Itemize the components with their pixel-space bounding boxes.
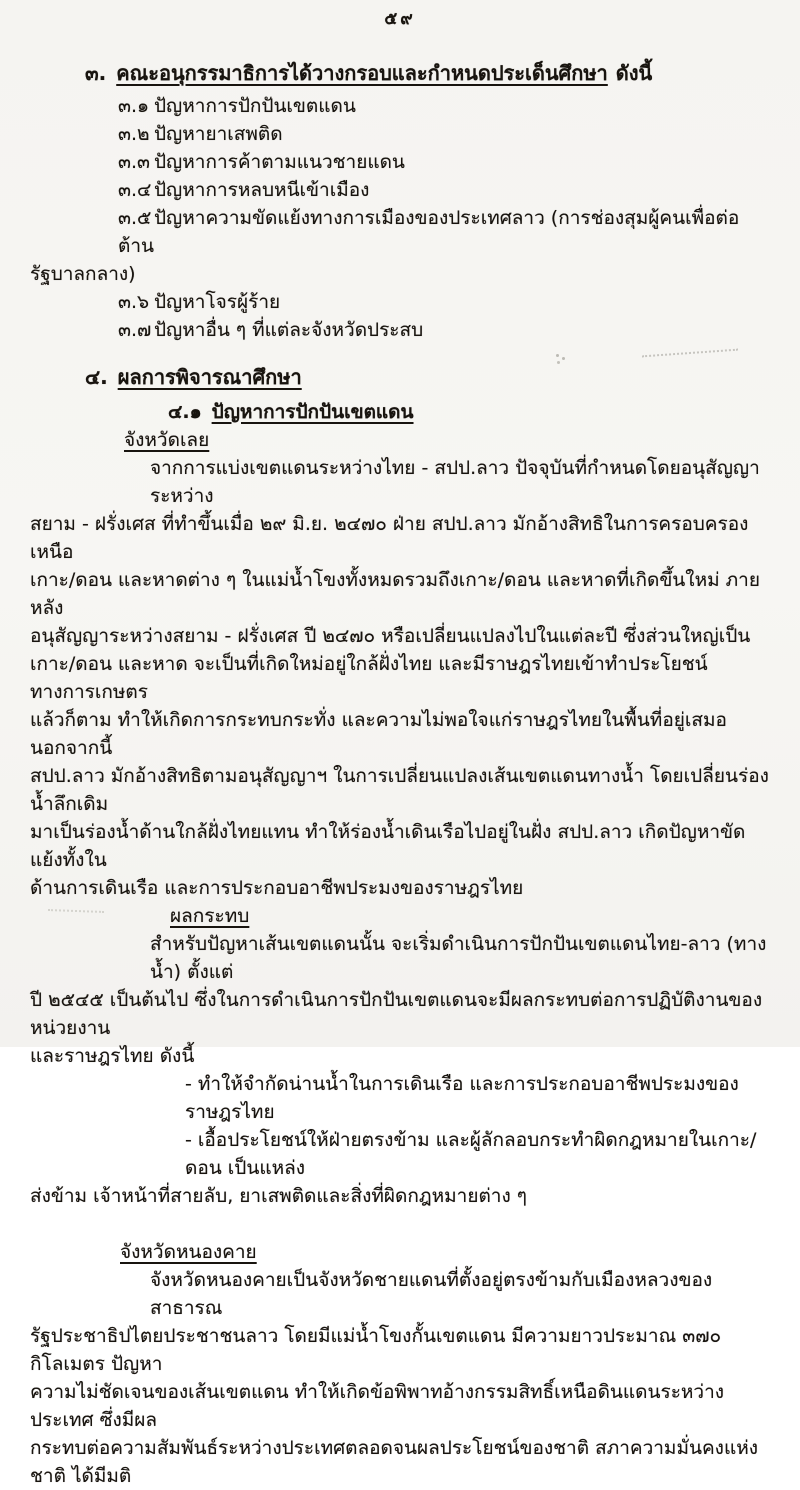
list-item-text: ปัญหาการหลบหนีเข้าเมือง <box>154 179 370 201</box>
list-item-text: ปัญหาการค้าตามแนวชายแดน <box>154 151 405 173</box>
impact-title: ผลกระทบ <box>170 905 250 927</box>
impact-bullet-list <box>30 1070 770 1210</box>
list-item-text: ปัญหาโจรผู้ร้าย <box>154 291 281 313</box>
list-item-wrap-line: รัฐบาลกลาง) <box>30 263 136 285</box>
paragraph-line: สปป.ลาว มักอ้างสิทธิตามอนุสัญญาฯ ในการเปลี่ยนแปลงเส้นเขตแดนทางน้ำ โดยเปลี่ยนร่องน้ำลึกเดิม <box>30 765 769 815</box>
list-item <box>30 120 770 148</box>
list-item <box>30 204 770 260</box>
list-item-number: ๓.๗ <box>118 319 152 341</box>
list-item-number: ๓.๖ <box>118 291 150 313</box>
section-3-number: ๓. <box>85 61 107 85</box>
section-4-heading <box>30 362 770 392</box>
paragraph-line: เกาะ/ดอน และหาด จะเป็นที่เกิดใหม่อยู่ใกล้ฝั่งไทย และมีราษฎรไทยเข้าทำประโยชน์ทางการเกษตร <box>30 653 708 703</box>
paragraph-line: อนุสัญญาระหว่างสยาม - ฝรั่งเศส ปี ๒๔๗๐ หรือเปลี่ยนแปลงไปในแต่ละปี ซึ่งส่วนใหญ่เป็น <box>30 625 751 647</box>
list-item-text: ปัญหาการปักปันเขตแดน <box>154 95 356 117</box>
section-4-1-number: ๔.๑ <box>168 401 202 423</box>
section-3-list <box>30 92 770 344</box>
paragraph-line: กระทบต่อความสัมพันธ์ระหว่างประเทศตลอดจนผลประโยชน์ของชาติ สภาความมั่นคงแห่งชาติ ได้มีมติ <box>30 1437 759 1487</box>
bullet-wrap-line: ส่งข้าม เจ้าหน้าที่สายลับ, ยาเสพติดและสิ่งที่ผิดกฎหมายต่าง ๆ <box>30 1185 527 1207</box>
province-nongkhai-title: จังหวัดหนองคาย <box>120 1241 257 1263</box>
list-item <box>30 316 770 344</box>
paragraph-line: จากการแบ่งเขตแดนระหว่างไทย - สปป.ลาว ปัจจุบันที่กำหนดโดยอนุสัญญาระหว่าง <box>150 457 760 507</box>
paragraph-line: สยาม - ฝรั่งเศส ที่ทำขึ้นเมื่อ ๒๙ มิ.ย. ๒๔๗๐ ฝ่าย สปป.ลาว มักอ้างสิทธิในการครอบครองเหนือ <box>30 513 749 563</box>
page-number: ๕๙ <box>384 9 416 29</box>
nongkhai-paragraph <box>30 1266 770 1490</box>
paragraph-line: แล้วก็ตาม ทำให้เกิดการกระทบกระทั่ง และความไม่พอใจแก่ราษฎรไทยในพื้นที่อยู่เสมอ นอกจากนี้ <box>30 709 727 759</box>
list-item <box>30 148 770 176</box>
section-3-heading <box>30 58 770 88</box>
list-item <box>30 92 770 120</box>
list-item-number: ๓.๓ <box>118 151 151 173</box>
province-nongkhai-heading <box>30 1238 770 1266</box>
paragraph-line: มาเป็นร่องน้ำด้านใกล้ฝั่งไทยแทน ทำให้ร่องน้ำเดินเรือไปอยู่ในฝั่ง สปป.ลาว เกิดปัญหาขัดแย้งทั้งใน <box>30 821 746 871</box>
paragraph-line: ความไม่ชัดเจนของเส้นเขตแดน ทำให้เกิดข้อพิพาทอ้างกรรมสิทธิ์เหนือดินแดนระหว่างประเทศ ซึ่งมีผล <box>30 1381 725 1431</box>
section-4-1-heading <box>30 398 770 426</box>
list-item-number: ๓.๕ <box>118 207 152 229</box>
impact-heading <box>30 902 770 930</box>
loei-paragraph <box>30 454 770 902</box>
paragraph-line: เกาะ/ดอน และหาดต่าง ๆ ในแม่น้ำโขงทั้งหมดรวมถึงเกาะ/ดอน และหาดที่เกิดขึ้นใหม่ ภายหลัง <box>30 569 760 619</box>
paragraph-line: และราษฎรไทย ดังนี้ <box>30 1045 195 1067</box>
list-item <box>30 288 770 316</box>
province-loei-title: จังหวัดเลย <box>124 429 210 451</box>
section-4-1-title: ปัญหาการปักปันเขตแดน <box>211 401 414 423</box>
section-3-title: คณะอนุกรรมาธิการได้วางกรอบและกำหนดประเด็นศึกษา <box>116 61 608 85</box>
list-item-text: ปัญหาอื่น ๆ ที่แต่ละจังหวัดประสบ <box>154 319 424 341</box>
list-item-number: ๓.๒ <box>118 123 150 145</box>
bullet-line: - เอื้อประโยชน์ให้ฝ่ายตรงข้าม และผู้ลักลอบกระทำผิดกฎหมายในเกาะ/ดอน เป็นแหล่ง <box>185 1129 757 1179</box>
province-loei-heading <box>30 426 770 454</box>
list-item <box>30 176 770 204</box>
section-4-title: ผลการพิจารณาศึกษา <box>117 365 302 389</box>
paragraph-line: จังหวัดหนองคายเป็นจังหวัดชายแดนที่ตั้งอยู่ตรงข้ามกับเมืองหลวงของสาธารณ <box>150 1269 713 1319</box>
list-item-text: ปัญหาความขัดแย้งทางการเมืองของประเทศลาว (การช่องสุมผู้คนเพื่อต่อต้าน <box>118 207 740 257</box>
section-4-number: ๔. <box>85 365 108 389</box>
paragraph-line: ด้านการเดินเรือ และการประกอบอาชีพประมงของราษฎรไทย <box>30 877 524 899</box>
list-item-text: ปัญหายาเสพติด <box>154 123 283 145</box>
impact-paragraph <box>30 930 770 1070</box>
bullet-line: - ทำให้จำกัดน่านน้ำในการเดินเรือ และการประกอบอาชีพประมงของราษฎรไทย <box>185 1073 739 1123</box>
list-item-number: ๓.๔ <box>118 179 152 201</box>
section-3-title-suffix: ดังนี้ <box>615 61 653 85</box>
paragraph-line: รัฐประชาธิปไตยประชาชนลาว โดยมีแม่น้ำโขงกั้นเขตแดน มีความยาวประมาณ ๓๗๐ กิโลเมตร ปัญหา <box>30 1325 722 1375</box>
paragraph-line: ปี ๒๕๔๕ เป็นต้นไป ซึ่งในการดำเนินการปักปันเขตแดนจะมีผลกระทบต่อการปฏิบัติงานของหน่วยงาน <box>30 989 763 1039</box>
paragraph-line: สำหรับปัญหาเส้นเขตแดนนั้น จะเริ่มดำเนินการปักปันเขตแดนไทย-ลาว (ทางน้ำ) ตั้งแต่ <box>150 933 767 983</box>
list-item-number: ๓.๑ <box>118 95 150 117</box>
